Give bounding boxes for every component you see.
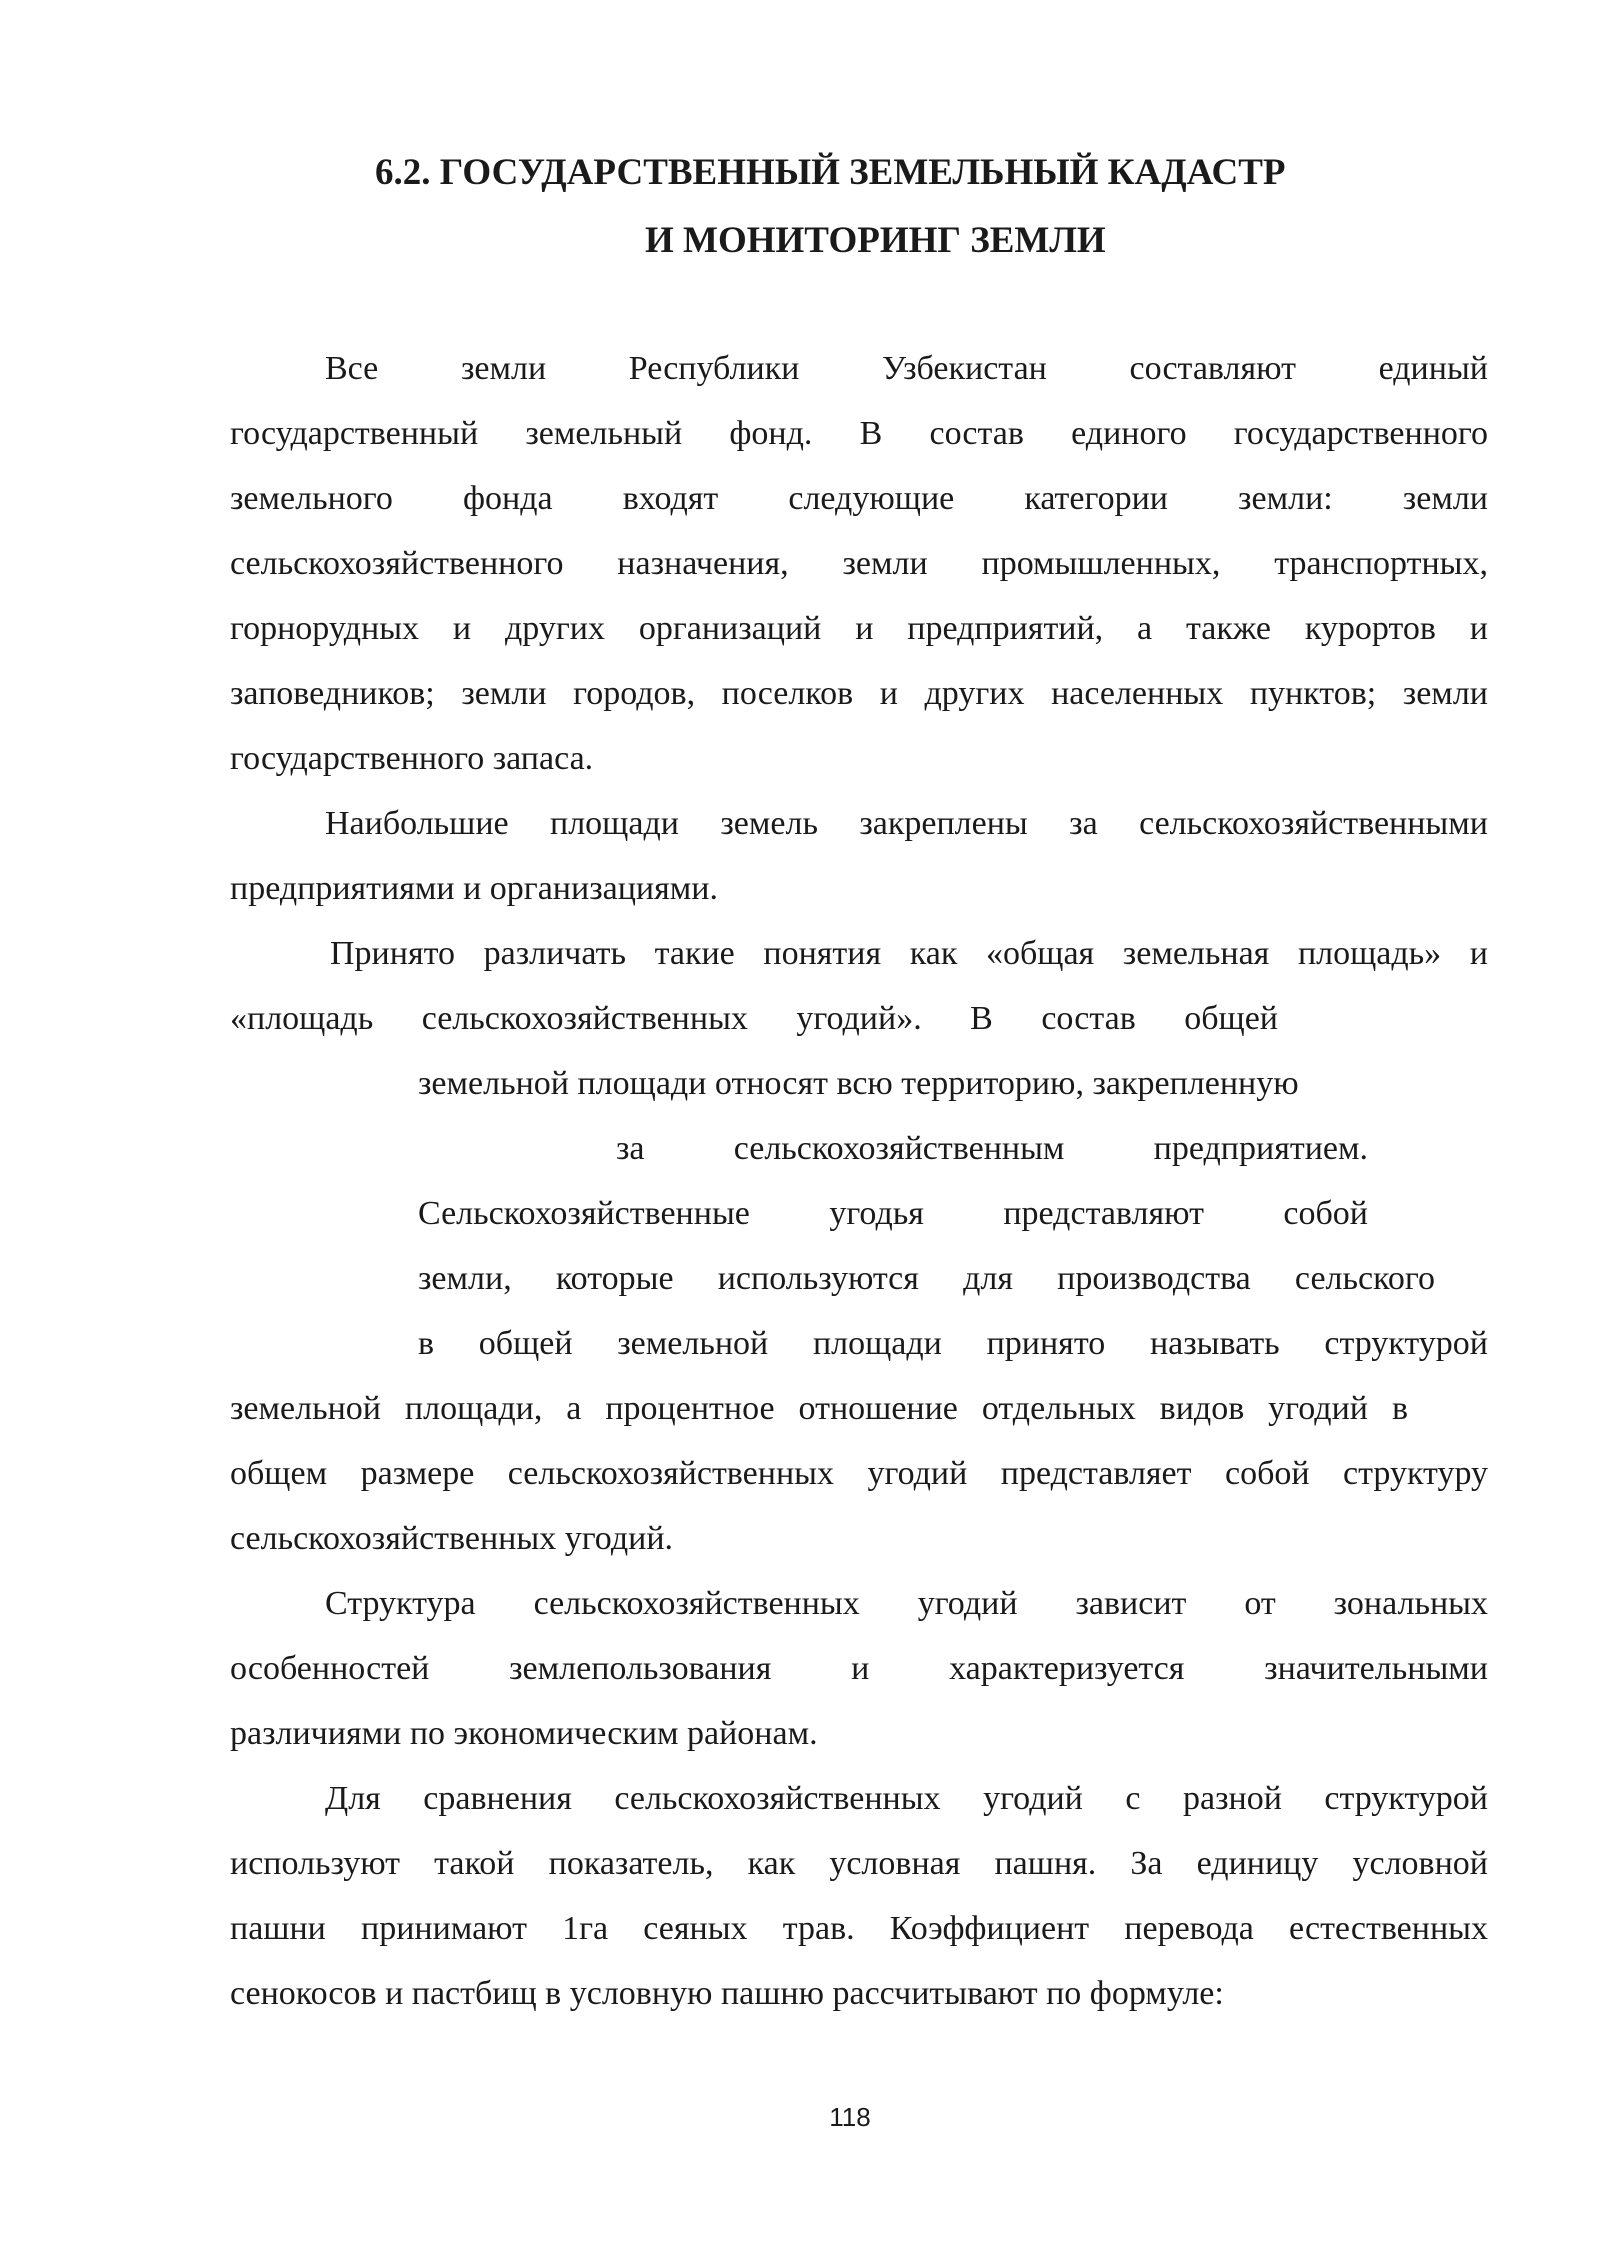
text-line: Принято различать такие понятия как «общая земельная площадь» и	[330, 935, 1488, 972]
text-line: земельной площади относят всю территорию, закрепленную	[418, 1065, 1299, 1102]
text-line: Сельскохозяйственные угодья представляют собой	[418, 1195, 1368, 1232]
text-line: предприятиями и организациями.	[230, 870, 718, 907]
text-line: сельскохозяйственного назначения, земли промышленных, транспортных,	[230, 545, 1488, 582]
text-line: сенокосов и пастбищ в условную пашню рассчитывают по формуле:	[230, 1975, 1224, 2012]
text-line: сельскохозяйственных угодий.	[230, 1520, 674, 1557]
text-line: различиями по экономическим районам.	[230, 1715, 818, 1752]
text-line: земельного фонда входят следующие категории земли: земли	[230, 480, 1488, 517]
text-line: используют такой показатель, как условная пашня. За единицу условной	[230, 1845, 1488, 1882]
text-line: государственный земельный фонд. В состав единого государственного	[230, 415, 1488, 452]
section-title-line-2: И МОНИТОРИНГ ЗЕМЛИ	[645, 220, 1106, 261]
text-line: «площадь сельскохозяйственных угодий». В состав общей	[230, 1000, 1278, 1037]
text-line: горнорудных и других организаций и предприятий, а также курортов и	[230, 610, 1488, 647]
text-line: земли, которые используются для производства сельского	[418, 1260, 1435, 1297]
text-line: в общей земельной площади принято называть структурой	[418, 1325, 1488, 1362]
text-line: Для сравнения сельскохозяйственных угодий с разной структурой	[325, 1780, 1488, 1817]
section-title-line-1: 6.2. ГОСУДАРСТВЕННЫЙ ЗЕМЕЛЬНЫЙ КАДАСТР	[375, 152, 1286, 193]
text-line: заповедников; земли городов, поселков и других населенных пунктов; земли	[230, 675, 1488, 712]
text-line: земельной площади, а процентное отношение отдельных видов угодий в	[230, 1390, 1408, 1427]
text-line: особенностей землепользования и характеризуется значительными	[230, 1650, 1488, 1687]
text-line: пашни принимают 1га сеяных трав. Коэффициент перевода естественных	[230, 1910, 1488, 1947]
text-line: общем размере сельскохозяйственных угодий представляет собой структуру	[230, 1455, 1488, 1492]
text-line: Структура сельскохозяйственных угодий зависит от зональных	[325, 1585, 1488, 1622]
text-line: Все земли Республики Узбекистан составляют единый	[325, 350, 1488, 387]
page-number: 118	[829, 2102, 871, 2132]
text-line: государственного запаса.	[230, 740, 594, 777]
text-line: за сельскохозяйственным предприятием.	[616, 1130, 1368, 1167]
text-line: Наибольшие площади земель закреплены за сельскохозяйственными	[325, 805, 1488, 842]
